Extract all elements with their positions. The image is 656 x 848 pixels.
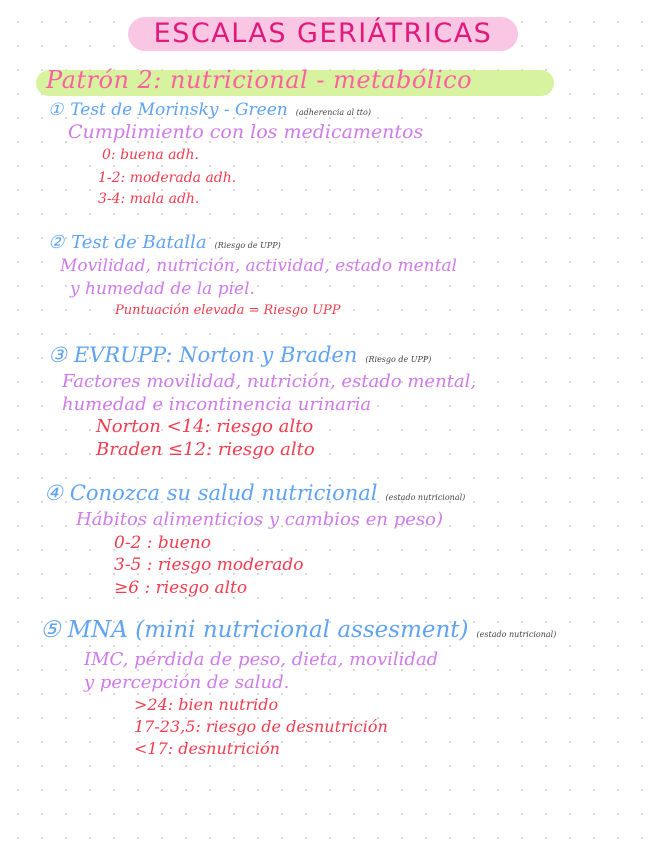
test-4-score: ≥6 : riesgo alto bbox=[114, 578, 248, 598]
test-1-name: Test de Morinsky - Green bbox=[70, 100, 288, 120]
test-5-score: 17-23,5: riesgo de desnutrición bbox=[134, 717, 388, 736]
test-4-name: Conozca su salud nutricional bbox=[69, 481, 378, 505]
test-5-number: ⑤ bbox=[40, 617, 61, 643]
test-1-score: 0: buena adh. bbox=[102, 147, 199, 163]
test-2-name: Test de Batalla bbox=[71, 232, 207, 253]
test-3-score: Norton <14: riesgo alto bbox=[96, 416, 314, 437]
test-2-heading bbox=[48, 232, 281, 253]
test-4-number: ④ bbox=[44, 481, 63, 505]
test-1-description: Cumplimiento con los medicamentos bbox=[68, 121, 424, 143]
test-1-score: 3-4: mala adh. bbox=[98, 191, 200, 207]
test-3-name: EVRUPP: Norton y Braden bbox=[73, 343, 358, 367]
test-3-score: Braden ≤12: riesgo alto bbox=[96, 439, 315, 460]
test-5-description: IMC, pérdida de peso, dieta, movilidad bbox=[84, 649, 439, 670]
test-4-description: Hábitos alimenticios y cambios en peso) bbox=[76, 509, 444, 530]
test-1-heading bbox=[48, 100, 371, 120]
section-heading: Patrón 2: nutricional - metabólico bbox=[46, 66, 473, 94]
test-2-number: ② bbox=[48, 232, 65, 253]
test-4-score: 3-5 : riesgo moderado bbox=[114, 555, 304, 575]
test-1-number: ① bbox=[48, 100, 64, 120]
test-3-heading bbox=[48, 343, 431, 367]
test-2-score: Puntuación elevada = Riesgo UPP bbox=[115, 303, 341, 318]
test-2-description: y humedad de la piel. bbox=[70, 279, 255, 299]
test-2-description: Movilidad, nutrición, actividad, estado mental bbox=[60, 256, 457, 276]
test-3-description: humedad e incontinencia urinaria bbox=[62, 394, 372, 415]
test-5-description: y percepción de salud. bbox=[84, 672, 290, 693]
test-1-score: 1-2: moderada adh. bbox=[98, 170, 237, 186]
test-4-score: 0-2 : bueno bbox=[114, 533, 211, 553]
test-5-score: <17: desnutrición bbox=[134, 739, 280, 758]
test-3-note: (Riesgo de UPP) bbox=[365, 355, 432, 364]
test-5-note: (estado nutricional) bbox=[476, 630, 557, 639]
test-1-note: (adherencia al tto) bbox=[295, 108, 371, 117]
test-5-name: MNA (mini nutricional assesment) bbox=[67, 617, 469, 643]
test-4-heading bbox=[44, 481, 465, 505]
test-5-score: >24: bien nutrido bbox=[134, 695, 279, 714]
page-title: ESCALAS GERIÁTRICAS bbox=[153, 18, 493, 49]
test-3-number: ③ bbox=[48, 343, 67, 367]
test-3-description: Factores movilidad, nutrición, estado mental, bbox=[62, 371, 477, 392]
test-4-note: (estado nutricional) bbox=[385, 493, 466, 502]
test-5-heading bbox=[40, 617, 556, 643]
test-2-note: (Riesgo de UPP) bbox=[214, 241, 281, 250]
